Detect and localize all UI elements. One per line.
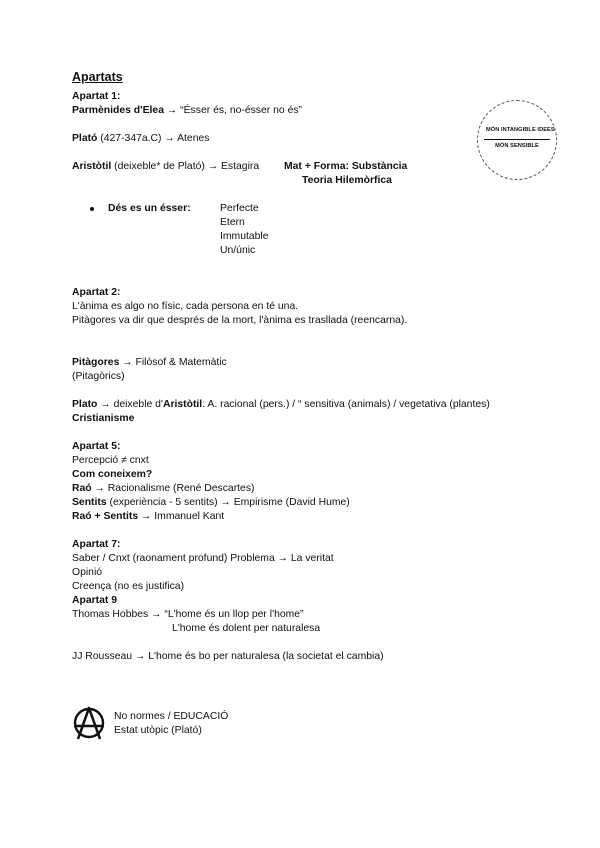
des-value: Perfecte [220,203,259,214]
section-5-heading: Apartat 5: [72,441,121,452]
aristotil-name-2: Aristòtil [162,399,203,410]
section-7-heading: Apartat 7: [72,539,121,550]
parmenides-text: → “Ésser és, no-ésser no és” [164,105,303,116]
stamp-seal [477,100,557,180]
des-bullet [72,202,552,258]
teoria-text: Teoria Hilemòrfica [302,175,392,186]
rao-text: → Racionalisme (René Descartes) [91,483,255,494]
cristianisme-line: Cristianisme [72,413,135,424]
pitagores-text: → Filòsof & Matemàtic [119,357,227,368]
plato-name-2: Plato [72,399,98,410]
com-coneixem-line: Com coneixem? [72,469,153,480]
kant-text: → Immanuel Kant [138,511,225,522]
page-title: Apartats [72,70,123,84]
mat-forma-text: Mat + Forma: Substància [284,161,408,172]
parmenides-name: Parmènides d'Elea [72,105,164,116]
rao-line [72,482,552,496]
bullet-dot-icon [90,207,94,211]
teoria-line [72,174,552,188]
anarchy-icon [72,706,106,740]
anima-line: L'ànima es algo no físic, cada persona en té una. [72,301,299,312]
rao-sentits-name: Raó + Sentits [72,511,139,522]
rao-name: Raó [72,483,92,494]
hobbes-line: Thomas Hobbes → “L'home és un llop per l'home” [72,609,304,620]
des-value: Etern [220,217,245,228]
estat-utopic-line: Estat utòpic (Plató) [114,725,202,736]
des-value: Immutable [220,231,269,242]
rousseau-line: JJ Rousseau → L'home és bo per naturalesa (la societat el cambia) [72,651,384,662]
creenca-line: Creença (no es justifica) [72,581,185,592]
aristotil-name: Aristòtil [72,161,112,172]
des-values [220,202,552,258]
pitagores-name: Pitàgores [72,357,120,368]
pitagores-filosof-line [72,356,552,370]
plato-name: Plató [72,133,98,144]
percepcio-line: Percepció ≠ cnxt [72,455,149,466]
aristotil-text: (deixeble* de Plató) → Estagira [111,161,260,172]
aristotil-line [72,160,552,174]
des-value: Un/únic [220,245,256,256]
sentits-name: Sentits [72,497,107,508]
opinio-line: Opinió [72,567,103,578]
saber-line: Saber / Cnxt (raonament profund) Problema → La veritat [72,553,334,564]
plato-end-text: : A. racional (pers.) / “ sensitiva (animals) / vegetativa (plantes) [202,399,490,410]
section-1-heading: Apartat 1: [72,91,121,102]
seal-divider [484,139,550,140]
seal-top-text: MÓN INTANGIBLE IDEES [486,127,555,133]
no-normes-line: No normes / EDUCACIÓ [114,711,229,722]
anarchy-notes [114,710,228,738]
section-2-heading: Apartat 2: [72,287,121,298]
pitagorics-line: (Pitagòrics) [72,371,125,382]
des-label: Dés es un ésser: [108,203,191,214]
sentits-line [72,496,552,510]
hobbes-line-2: L'home és dolent per naturalesa [172,623,321,634]
pitagores-line: Pitàgores va dir que després de la mort, l'ànima es trasllada (reencarna). [72,315,408,326]
plato-mid-text: → deixeble d' [97,399,163,410]
document-body [72,70,555,664]
plato-text: (427-347a.C) → Atenes [97,133,210,144]
kant-line [72,510,552,524]
plato-anima-line [72,398,552,412]
section-9-heading: Apartat 9 [72,595,118,606]
sentits-text: (experiència - 5 sentits) → Empirisme (David Hume) [106,497,350,508]
seal-bottom-text: MÓN SENSIBLE [495,143,539,149]
parmenides-line [72,104,552,118]
